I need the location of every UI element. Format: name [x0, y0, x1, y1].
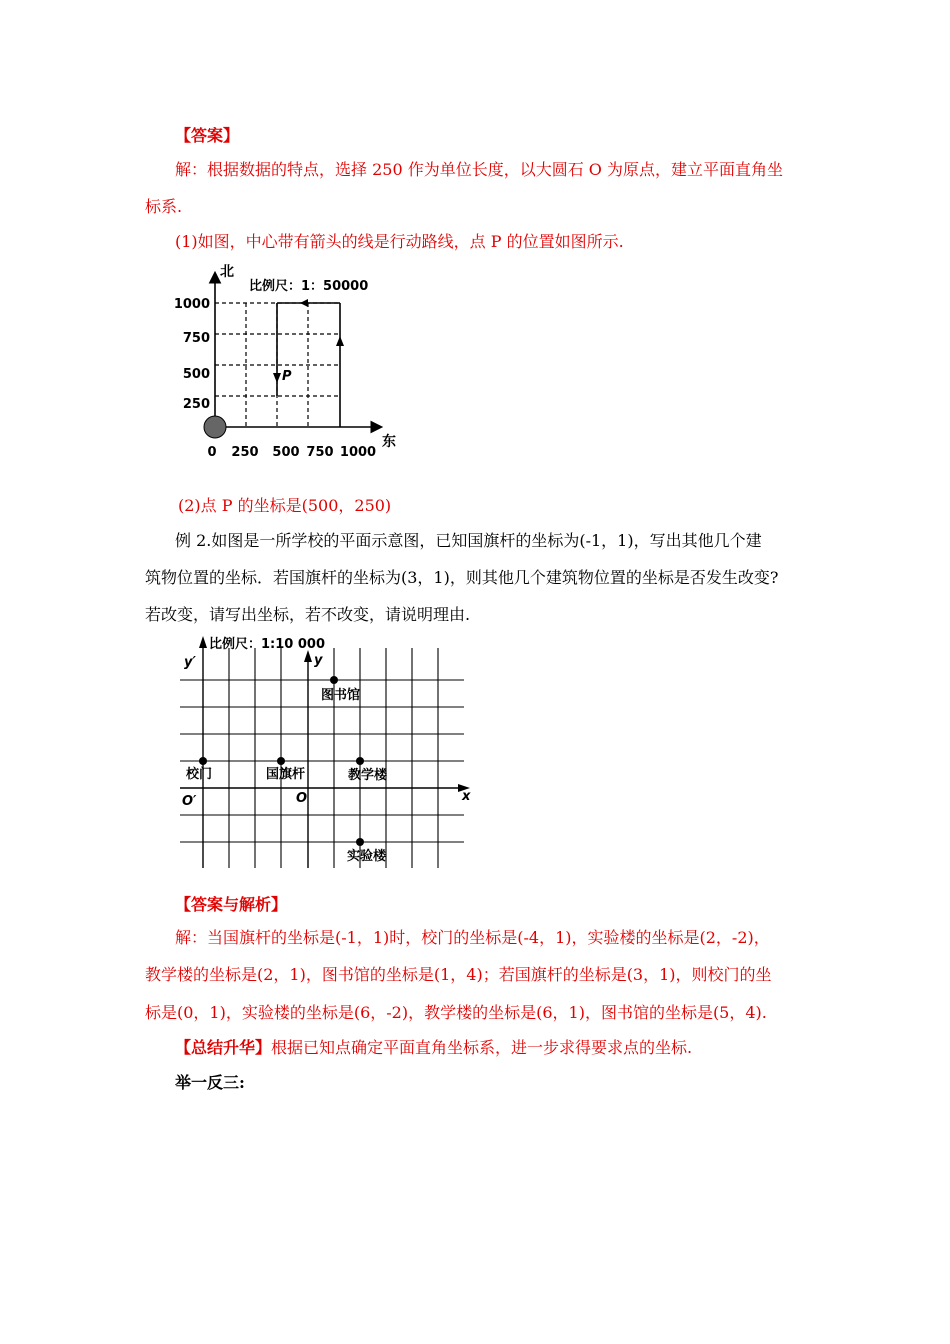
example2-line-1: 例 2.如图是一所学校的平面示意图，已知国旗杆的坐标为(-1，1)，写出其他几个建: [175, 531, 762, 550]
scale-label: 比例尺：1:10 000: [209, 637, 325, 652]
answer2-line-2: 教学楼的坐标是(2，1)，图书馆的坐标是(1，4)；若国旗杆的坐标是(3，1)，则校门的坐: [145, 965, 772, 984]
route-map-figure: [170, 262, 410, 467]
teaching-building-label: 教学楼: [348, 768, 388, 783]
answer-text-line-3: (1)如图，中心带有箭头的线是行动路线，点 P 的位置如图所示.: [175, 232, 624, 251]
route-arrow-down: [273, 373, 281, 383]
point-p-label: P: [282, 369, 292, 384]
y-tick-label: 750: [182, 331, 210, 346]
answer-heading: 【答案】: [175, 126, 240, 145]
summary-heading: 【总结升华】: [175, 1038, 272, 1057]
point-teaching-building: [356, 757, 364, 765]
x-tick-labels: [207, 445, 376, 460]
point-flagpole: [277, 757, 285, 765]
answer2-line-3: 标是(0，1)，实验楼的坐标是(6，-2)，教学楼的坐标是(6，1)，图书馆的坐标是(5，4).: [145, 1003, 767, 1022]
x-tick-label: 500: [272, 445, 300, 460]
answer2-heading: 【答案与解析】: [175, 895, 288, 914]
y-prime-label: y′: [184, 655, 196, 670]
answer-text-line-4: (2)点 P 的坐标是(500，250): [178, 496, 392, 515]
y-tick-labels: [174, 297, 210, 412]
east-label: 东: [382, 434, 396, 450]
y-tick-label: 1000: [173, 297, 210, 312]
point-library: [330, 676, 338, 684]
x-label: x: [462, 789, 471, 804]
o-label: O: [296, 791, 308, 806]
o-prime-label: O′: [182, 794, 197, 809]
north-label: 北: [220, 264, 234, 280]
x-tick-label: 750: [306, 445, 334, 460]
answer-text-line-1: 解：根据数据的特点，选择 250 作为单位长度，以大圆石 O 为原点，建立平面直角坐: [175, 160, 784, 179]
point-labels: [185, 687, 388, 864]
y-label: y: [314, 653, 323, 668]
example2-line-3: 若改变，请写出坐标，若不改变，请说明理由.: [145, 605, 471, 624]
y-tick-label: 500: [182, 367, 210, 382]
grid-lines: [180, 648, 464, 868]
flagpole-label: 国旗杆: [266, 767, 306, 782]
library-label: 图书馆: [321, 688, 361, 703]
origin-stone: [204, 416, 226, 438]
example2-line-2: 筑物位置的坐标．若国旗杆的坐标为(3，1)，则其他几个建筑物位置的坐标是否发生改变?: [145, 568, 779, 587]
x-tick-label: 250: [231, 445, 259, 460]
answer2-line-1: 解：当国旗杆的坐标是(-1，1)时，校门的坐标是(-4，1)，实验楼的坐标是(2，-2)，: [175, 928, 770, 947]
y-tick-label: 250: [182, 397, 210, 412]
summary: [175, 1038, 845, 1058]
school-gate-label: 校门: [186, 767, 213, 782]
x-tick-label: 0: [207, 445, 217, 460]
practice-heading: 举一反三:: [175, 1073, 245, 1092]
scale-label: 比例尺：1：50000: [249, 279, 369, 294]
point-lab-building: [356, 838, 364, 846]
route-arrow-left: [300, 299, 308, 307]
school-map-figure: [176, 632, 476, 872]
answer-text-line-2: 标系.: [145, 197, 183, 216]
route-arrow-up: [336, 336, 344, 346]
lab-building-label: 实验楼: [347, 849, 387, 864]
x-tick-label: 1000: [339, 445, 377, 460]
y-prime-axis-arrow: [199, 636, 207, 648]
summary-text: 根据已知点确定平面直角坐标系，进一步求得要求点的坐标.: [271, 1038, 693, 1057]
point-school-gate: [199, 757, 207, 765]
